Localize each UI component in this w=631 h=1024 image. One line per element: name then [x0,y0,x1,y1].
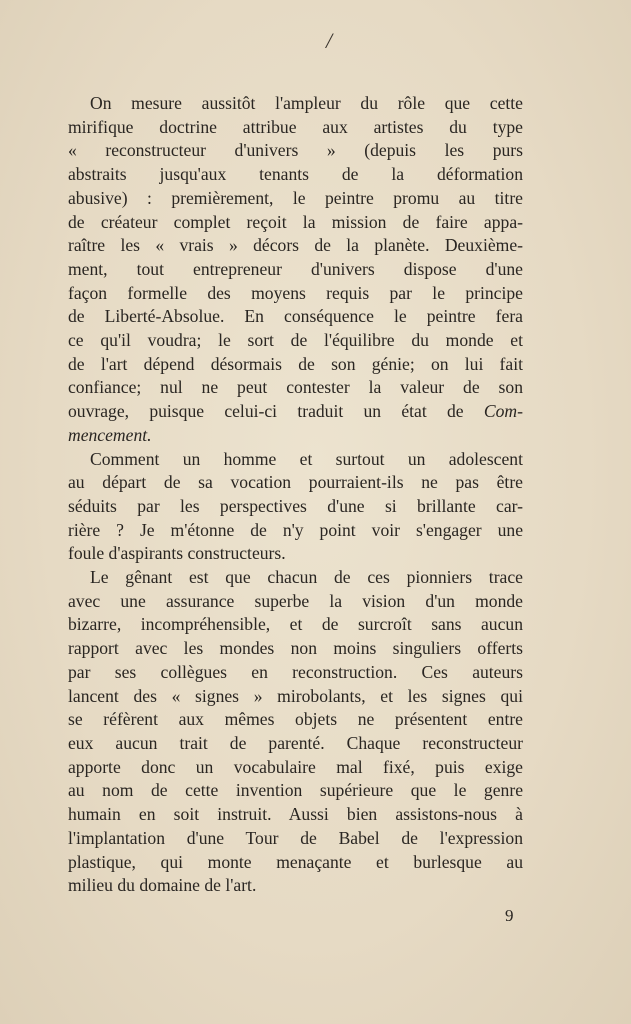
text-line: de l'art dépend désormais de son génie; on lui fait [68,353,523,374]
text-line: bizarre, incompréhensible, et de surcroît sans aucun [68,614,523,635]
text-segment: ouvrage, puisque celui-ci traduit un état de [68,401,484,422]
text-line: On mesure aussitôt l'ampleur du rôle que cette [90,93,523,113]
text-line: plastique, qui monte menaçante et burlesque au [68,851,523,872]
italic-word-part: mencement. [68,424,152,445]
paragraph-2 [68,448,523,567]
text-line: au nom de cette invention supérieure que le genre [68,780,523,801]
text-line: raître les « vrais » décors de la planète. Deuxième- [68,235,523,256]
text-line: foule d'aspirants constructeurs. [68,543,286,564]
text-line: par ses collègues en reconstruction. Ces auteurs [68,661,523,682]
paragraph-3 [68,566,523,898]
text-line: de créateur complet reçoit la mission de faire appa- [68,211,523,232]
text-line: ment, tout entrepreneur d'univers dispose d'une [68,258,523,279]
text-line: Le gênant est que chacun de ces pionniers trace [90,567,523,588]
text-line: eux aucun trait de parenté. Chaque reconstructeur [68,732,523,753]
text-line: séduits par les perspectives d'une si brillante car- [68,495,523,516]
text-line: l'implantation d'une Tour de Babel de l'expression [68,827,523,848]
text-line: humain en soit instruit. Aussi bien assistons-nous à [68,804,523,825]
text-line: Comment un homme et surtout un adolescent [90,448,523,469]
text-line: rière ? Je m'étonne de n'y point voir s'engager une [68,519,523,540]
text-line: mirifique doctrine attribue aux artistes du type [68,116,523,137]
top-pencil-mark: / [326,28,333,53]
text-line: façon formelle des moyens requis par le principe [68,282,523,303]
paragraph-1 [68,92,523,448]
text-line: rapport avec les mondes non moins singuliers offerts [68,638,523,659]
text-line: au départ de sa vocation pourraient-ils ne pas être [68,472,523,493]
text-line: abstraits jusqu'aux tenants de la déformation [68,164,523,185]
italic-word-part: Com- [483,401,523,422]
text-line: se réfèrent aux mêmes objets ne présentent entre [68,709,523,730]
text-line: avec une assurance superbe la vision d'un monde [68,590,523,611]
body-text [68,92,523,898]
text-line-with-italic [68,400,523,424]
text-line: « reconstructeur d'univers » (depuis les purs [68,140,523,161]
page-number: 9 [505,906,514,925]
text-line: de Liberté-Absolue. En conséquence le peintre fera [68,306,523,327]
text-line: lancent des « signes » mirobolants, et les signes qui [68,685,523,706]
text-line: ce qu'il voudra; le sort de l'équilibre du monde et [68,330,523,351]
text-line: apporte donc un vocabulaire mal fixé, puis exige [68,756,523,777]
text-line [68,424,523,448]
text-line: confiance; nul ne peut contester la valeur de son [68,377,523,398]
text-line: milieu du domaine de l'art. [68,875,257,896]
text-line: abusive) : premièrement, le peintre promu au titre [68,187,523,208]
